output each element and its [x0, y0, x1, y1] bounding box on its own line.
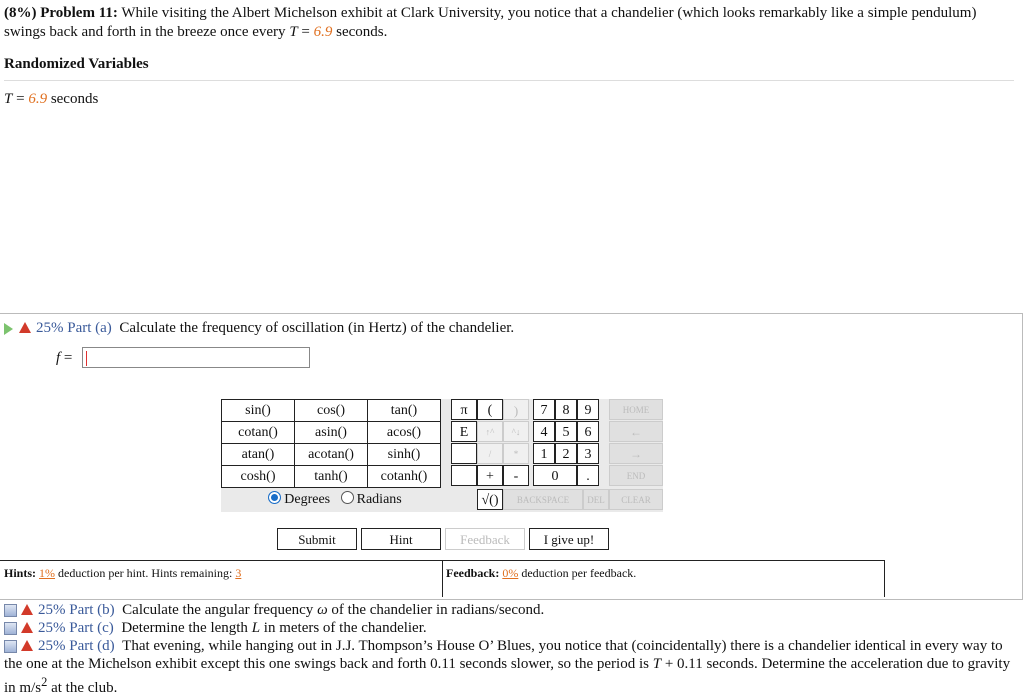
- answer-input[interactable]: [82, 347, 310, 368]
- period-variable: T: [289, 24, 298, 40]
- rv-variable: T: [4, 91, 13, 107]
- tanh-button[interactable]: tanh(): [295, 466, 368, 488]
- period-value: 6.9: [313, 24, 333, 40]
- radians-radio[interactable]: [341, 491, 354, 504]
- tan-button[interactable]: tan(): [368, 400, 441, 422]
- multiply-key[interactable]: *: [503, 443, 529, 464]
- give-up-button[interactable]: I give up!: [529, 528, 609, 550]
- plus-key[interactable]: +: [477, 465, 503, 486]
- warning-icon: [19, 322, 31, 333]
- key-3[interactable]: 3: [577, 443, 599, 464]
- key-9[interactable]: 9: [577, 399, 599, 420]
- randomized-variable-row: [4, 91, 98, 108]
- part-a-text: Calculate the frequency of oscillation (in Hertz) of the chandelier.: [119, 320, 515, 336]
- blank-key: [451, 443, 477, 464]
- hints-panel: [0, 560, 443, 597]
- delete-key[interactable]: DEL: [583, 489, 609, 510]
- problem-number: Problem 11:: [40, 5, 118, 21]
- degrees-label: Degrees: [284, 492, 331, 507]
- pi-key[interactable]: π: [451, 399, 477, 420]
- problem-statement: [4, 4, 1014, 42]
- equals-sign: =: [297, 24, 314, 40]
- rv-unit: seconds: [47, 91, 99, 107]
- asin-button[interactable]: asin(): [295, 422, 368, 444]
- left-paren-key[interactable]: (: [477, 399, 503, 420]
- rv-value: 6.9: [28, 91, 48, 107]
- power-key[interactable]: ↑^: [477, 421, 503, 442]
- part-c-row[interactable]: [4, 619, 1014, 637]
- end-key[interactable]: END: [609, 465, 663, 486]
- divider: [4, 80, 1014, 81]
- right-arrow-key[interactable]: →: [609, 443, 663, 464]
- problem-weight: (8%): [4, 5, 37, 21]
- part-b-text-end: of the chandelier in radians/second.: [327, 602, 545, 618]
- key-5[interactable]: 5: [555, 421, 577, 442]
- acotan-button[interactable]: acotan(): [295, 444, 368, 466]
- hint-button[interactable]: Hint: [361, 528, 441, 550]
- cotan-button[interactable]: cotan(): [222, 422, 295, 444]
- exponent: 2: [41, 675, 48, 689]
- cotanh-button[interactable]: cotanh(): [368, 466, 441, 488]
- key-0[interactable]: 0: [533, 465, 577, 486]
- sqrt-key[interactable]: √(): [477, 489, 503, 510]
- collapsed-part-icon[interactable]: [4, 604, 17, 617]
- decimal-key[interactable]: .: [577, 465, 599, 486]
- clear-key[interactable]: CLEAR: [609, 489, 663, 510]
- cosh-button[interactable]: cosh(): [222, 466, 295, 488]
- part-c-percent: 25% Part (c): [38, 620, 114, 636]
- backspace-key[interactable]: BACKSPACE: [503, 489, 583, 510]
- part-d-text-3: at the club.: [47, 680, 118, 696]
- atan-button[interactable]: atan(): [222, 444, 295, 466]
- hints-text: deduction per hint. Hints remaining:: [55, 566, 236, 580]
- text-cursor: [86, 351, 87, 366]
- part-b-text: Calculate the angular frequency: [122, 602, 318, 618]
- key-8[interactable]: 8: [555, 399, 577, 420]
- part-a-percent: 25% Part (a): [36, 320, 112, 336]
- part-d-text: That evening, while hanging out in J.J. Thompson’s House O’ Blues, you notice that (coincidentally) there is a chandelier identical in every way to the one at the Michelson exhibit except this one swings back and forth 0.11 seconds slower, so the period is: [4, 638, 1003, 672]
- warning-icon: [21, 622, 33, 633]
- feedback-label: Feedback:: [446, 566, 500, 580]
- part-a-header: [4, 318, 514, 338]
- collapsed-part-icon[interactable]: [4, 640, 17, 653]
- divide-key[interactable]: /: [477, 443, 503, 464]
- key-6[interactable]: 6: [577, 421, 599, 442]
- right-paren-key[interactable]: ): [503, 399, 529, 420]
- acos-button[interactable]: acos(): [368, 422, 441, 444]
- degrees-radio[interactable]: [268, 491, 281, 504]
- hints-line: [4, 566, 241, 581]
- key-4[interactable]: 4: [533, 421, 555, 442]
- feedback-line: [446, 566, 636, 581]
- answer-label: [56, 350, 72, 367]
- problem-text: While visiting the Albert Michelson exhibit at Clark University, you notice that a chandelier (which looks remarkably like a simple pendulum) swings back and forth in the breeze once every: [4, 5, 977, 40]
- left-arrow-key[interactable]: ←: [609, 421, 663, 442]
- submit-button[interactable]: Submit: [277, 528, 357, 550]
- part-b-percent: 25% Part (b): [38, 602, 115, 618]
- hint-penalty: 1%: [39, 566, 56, 580]
- part-c-text: Determine the length: [121, 620, 252, 636]
- power-down-key[interactable]: ^↓: [503, 421, 529, 442]
- hints-remaining: 3: [235, 566, 242, 580]
- expand-arrow-icon[interactable]: [4, 323, 13, 335]
- collapsed-part-icon[interactable]: [4, 622, 17, 635]
- feedback-button[interactable]: Feedback: [445, 528, 525, 550]
- feedback-text: deduction per feedback.: [518, 566, 637, 580]
- period-variable: T: [652, 656, 662, 672]
- function-table: [221, 399, 441, 488]
- key-2[interactable]: 2: [555, 443, 577, 464]
- feedback-penalty: 0%: [502, 566, 519, 580]
- home-key[interactable]: HOME: [609, 399, 663, 420]
- problem-text-end: seconds.: [332, 24, 388, 40]
- angle-mode-row: [221, 489, 449, 511]
- part-b-row[interactable]: [4, 601, 1014, 619]
- minus-key[interactable]: -: [503, 465, 529, 486]
- part-d-row[interactable]: [4, 637, 1014, 697]
- part-d-text-2: + 0.11 seconds. Determine the acceleration due to gravity in m/s: [4, 656, 1011, 696]
- cos-button[interactable]: cos(): [295, 400, 368, 422]
- answer-variable: f: [56, 350, 61, 366]
- part-d-percent: 25% Part (d): [38, 638, 115, 654]
- warning-icon: [21, 640, 33, 651]
- key-7[interactable]: 7: [533, 399, 555, 420]
- warning-icon: [21, 604, 33, 615]
- blank-key: [451, 465, 477, 486]
- answer-equals: =: [60, 350, 73, 366]
- key-1[interactable]: 1: [533, 443, 555, 464]
- omega-variable: ω: [317, 602, 328, 618]
- feedback-panel: [442, 560, 885, 597]
- length-variable: L: [251, 620, 261, 636]
- sinh-button[interactable]: sinh(): [368, 444, 441, 466]
- hints-label: Hints:: [4, 566, 37, 580]
- part-c-text-end: in meters of the chandelier.: [260, 620, 427, 636]
- e-key[interactable]: E: [451, 421, 477, 442]
- radians-label: Radians: [356, 492, 402, 507]
- sin-button[interactable]: sin(): [222, 400, 295, 422]
- rv-equals: =: [12, 91, 29, 107]
- randomized-variables-title: Randomized Variables: [4, 56, 149, 72]
